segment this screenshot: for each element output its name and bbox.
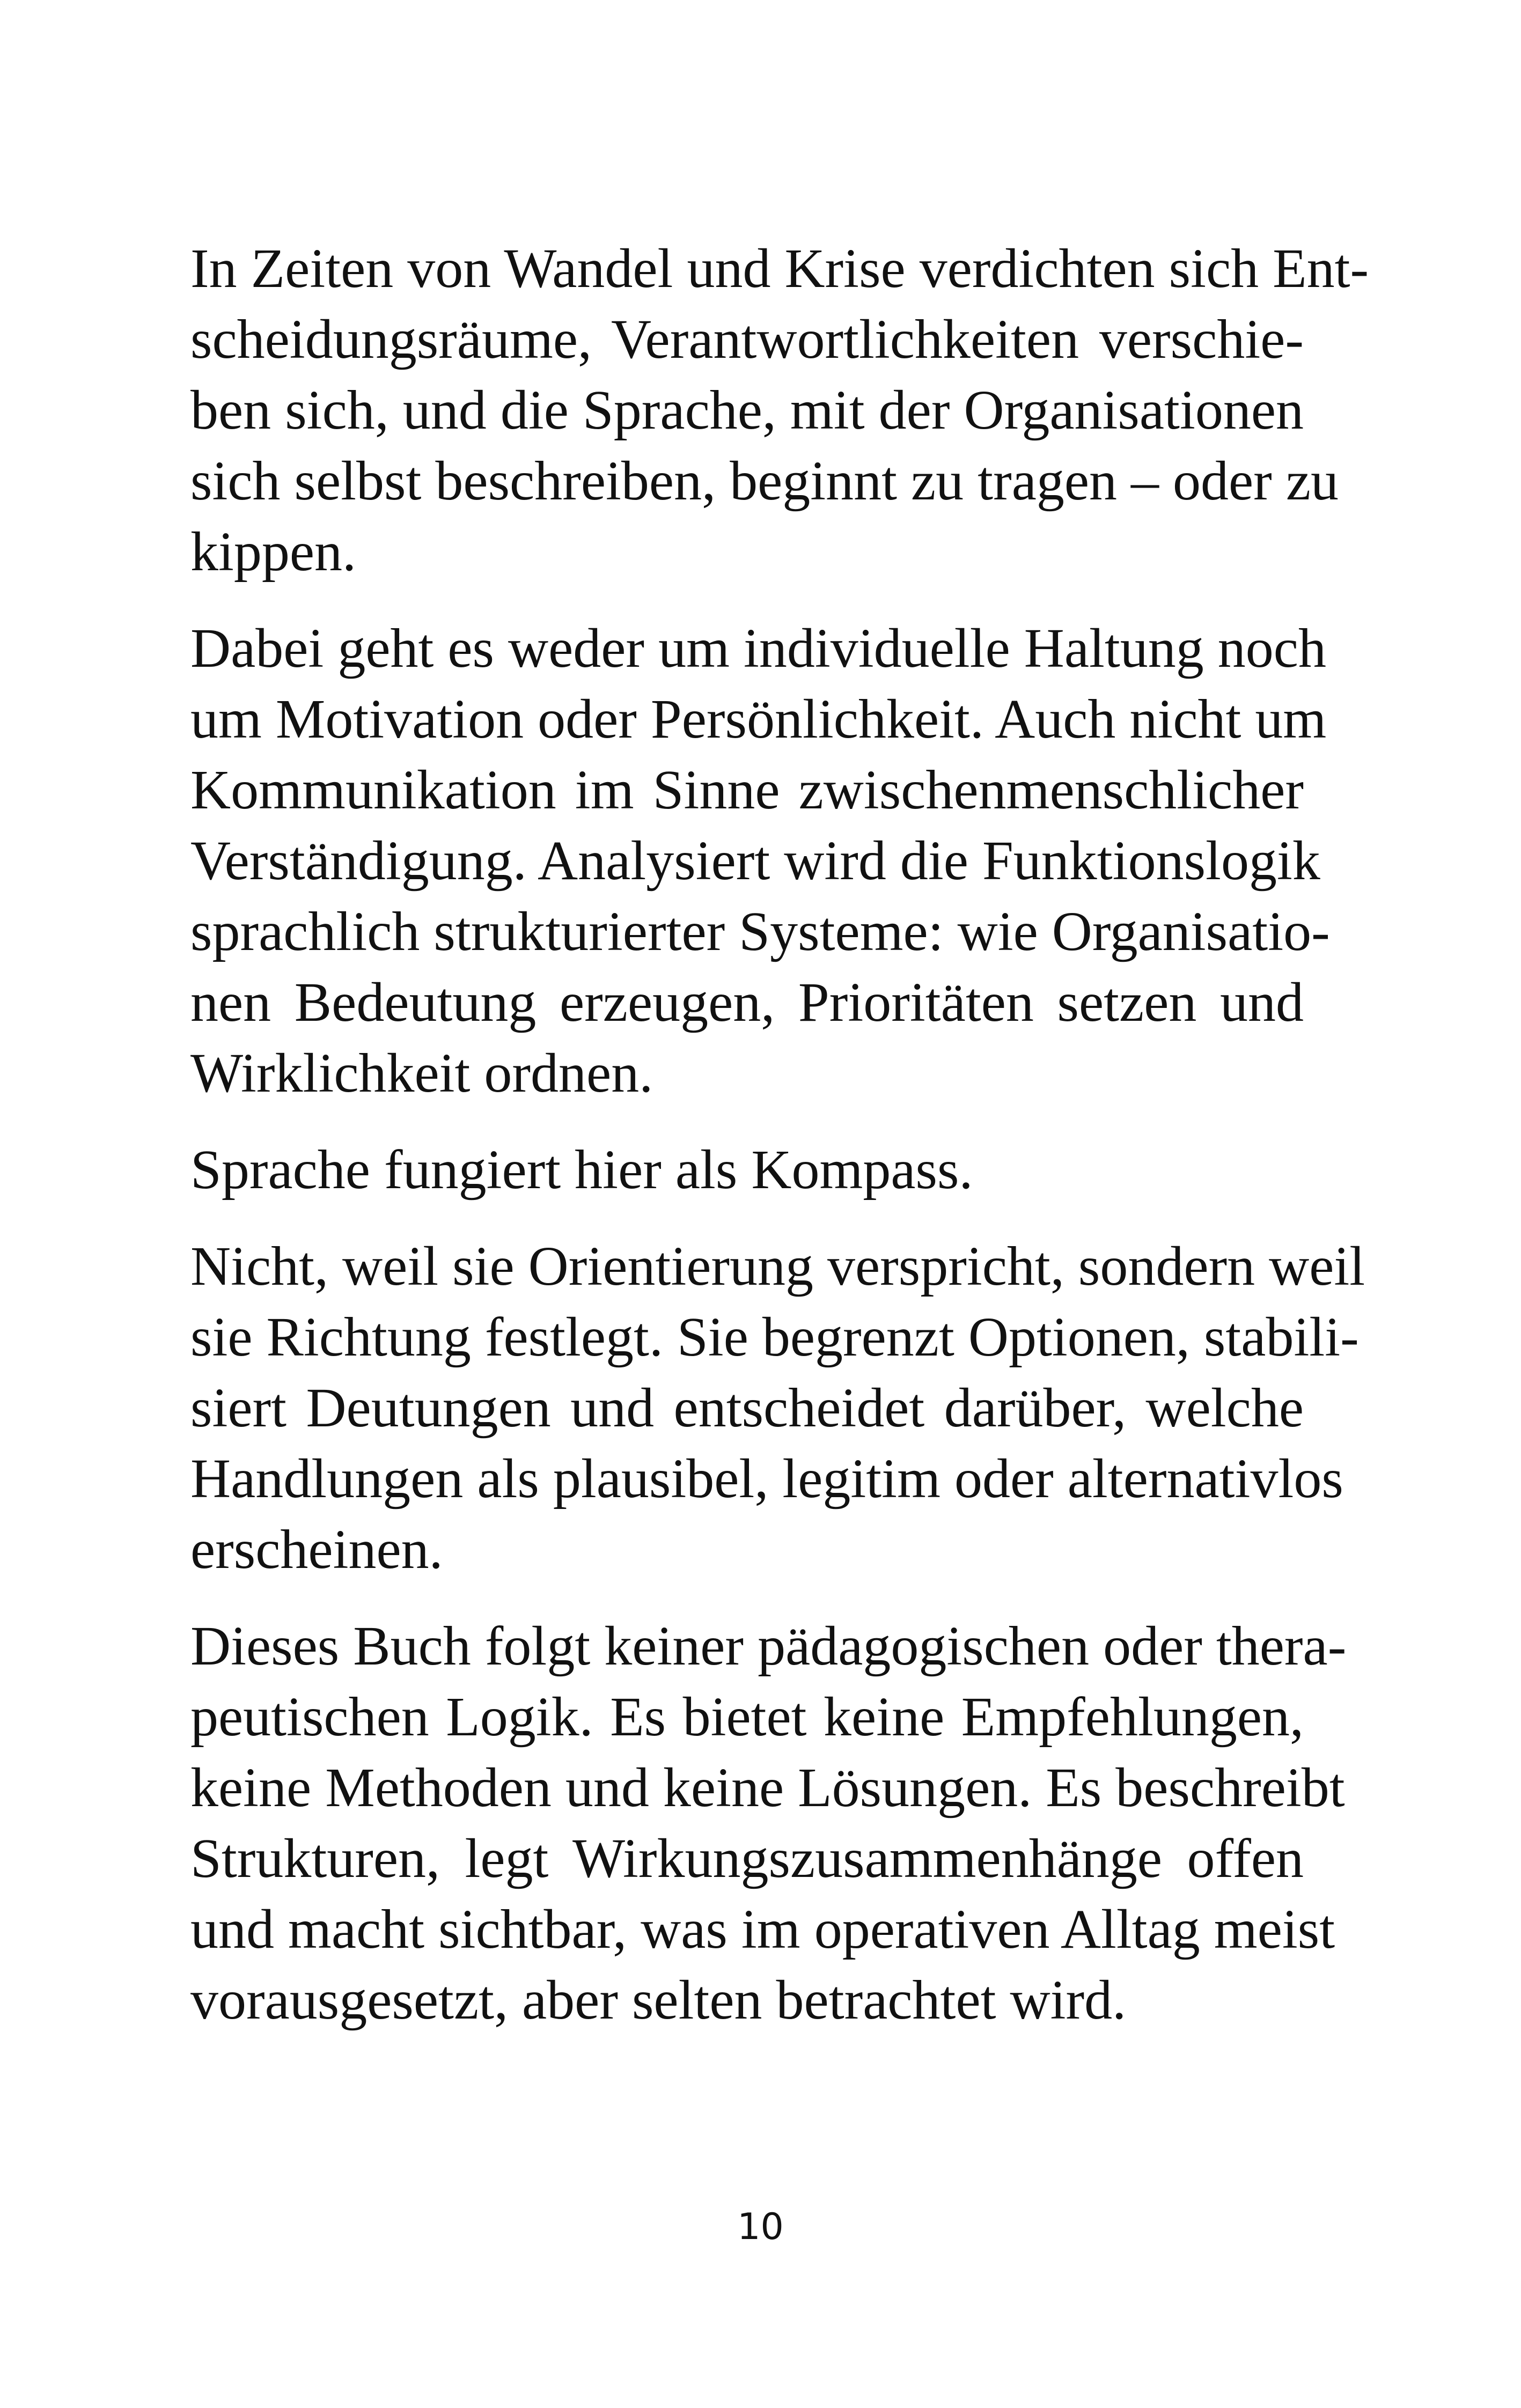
text-line: sprachlich strukturierter Systeme: wie Organisatio-	[190, 901, 1330, 962]
text-line: Handlungen als plausibel, legitim oder alternativlos	[190, 1448, 1343, 1509]
paragraph	[190, 1611, 1347, 2036]
text-line: Wirklichkeit ordnen.	[190, 1042, 653, 1104]
text-line: Strukturen, legt Wirkungszusammenhänge offen	[190, 1828, 1304, 1889]
text-line: um Motivation oder Persönlichkeit. Auch nicht um	[190, 688, 1327, 750]
paragraph	[190, 613, 1330, 1109]
text-line: Dieses Buch folgt keiner pädagogischen oder thera-	[190, 1615, 1347, 1677]
text-line: Nicht, weil sie Orientierung verspricht, sondern weil	[190, 1235, 1365, 1297]
text-line: kippen.	[190, 521, 357, 583]
paragraph	[190, 233, 1369, 587]
paragraph-spacer	[190, 587, 1304, 613]
text-line: scheidungsräume, Verantwortlichkeiten verschie-	[190, 308, 1304, 370]
text-line: keine Methoden und keine Lösungen. Es beschreibt	[190, 1757, 1345, 1818]
text-line: sich selbst beschreiben, beginnt zu tragen – oder zu	[190, 450, 1339, 512]
page-number: 10	[737, 2206, 784, 2248]
text-line: siert Deutungen und entscheidet darüber, welche	[190, 1377, 1304, 1439]
text-line: vorausgesetzt, aber selten betrachtet wird.	[190, 1969, 1127, 2031]
text-line: sie Richtung festlegt. Sie begrenzt Optionen, stabili-	[190, 1306, 1359, 1368]
text-line: Dabei geht es weder um individuelle Haltung noch	[190, 617, 1326, 679]
text-line: Verständigung. Analysiert wird die Funktionslogik	[190, 830, 1320, 892]
text-line: nen Bedeutung erzeugen, Prioritäten setzen und	[190, 971, 1304, 1033]
paragraph-spacer	[190, 1205, 1304, 1231]
body-text	[190, 233, 1369, 2036]
text-line: In Zeiten von Wandel und Krise verdichten sich Ent-	[190, 238, 1369, 299]
text-line: ben sich, und die Sprache, mit der Organisationen	[190, 379, 1304, 441]
paragraph	[190, 1231, 1365, 1585]
paragraph	[190, 1135, 1304, 1205]
text-line: peutischen Logik. Es bietet keine Empfehlungen,	[190, 1686, 1304, 1748]
paragraph-spacer	[190, 1585, 1304, 1611]
text-line: erscheinen.	[190, 1519, 443, 1580]
paragraph-spacer	[190, 1109, 1304, 1135]
text-line: Sprache fungiert hier als Kompass.	[190, 1139, 973, 1201]
text-line: Kommunikation im Sinne zwischenmenschlicher	[190, 759, 1304, 821]
text-line: und macht sichtbar, was im operativen Alltag meist	[190, 1898, 1335, 1960]
